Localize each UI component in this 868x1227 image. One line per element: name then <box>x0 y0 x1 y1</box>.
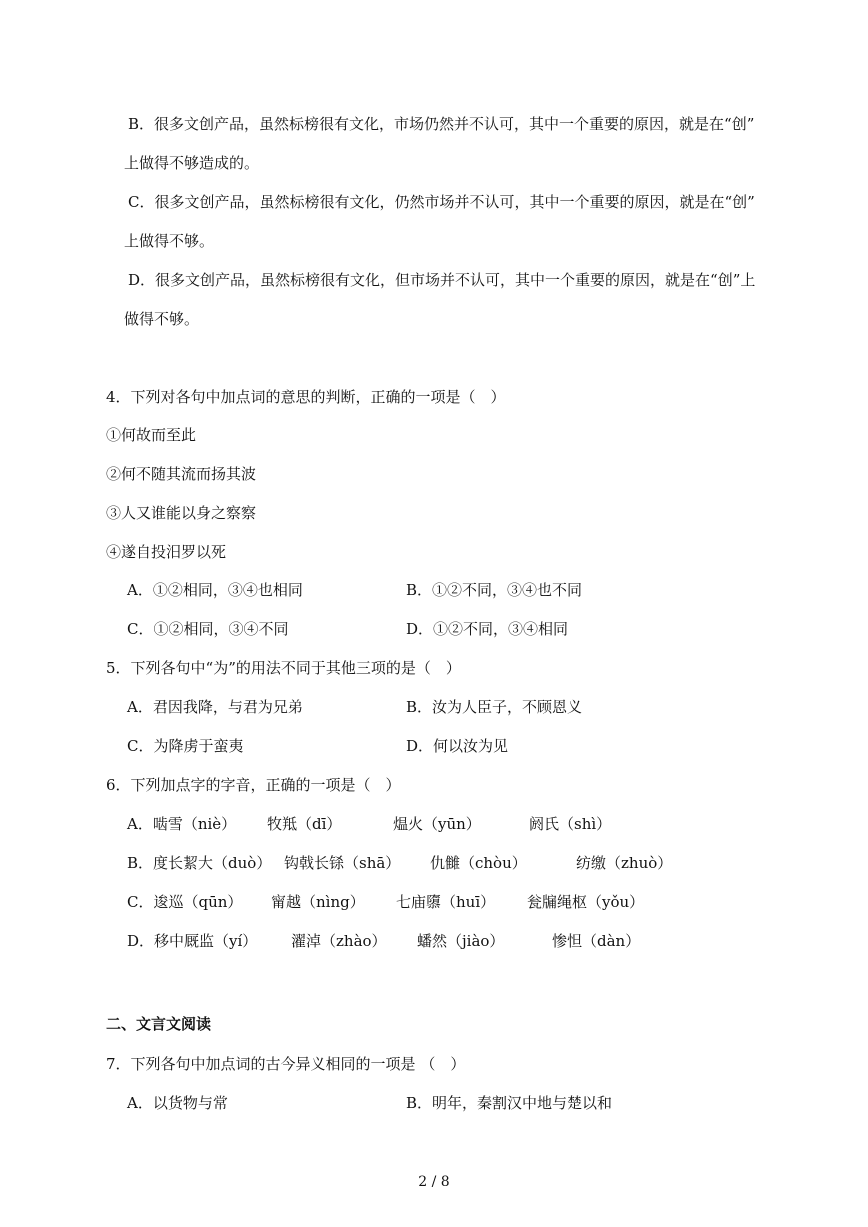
q5-stem: 5．下列各句中“为”的用法不同于其他三项的是（ ） <box>106 659 461 677</box>
q6-b-item-4: 纺缴（zhuò） <box>576 854 673 872</box>
q4-option-b: B．①②不同，③④也不同 <box>406 581 583 599</box>
q3-option-d-line1: D．很多文创产品，虽然标榜很有文化，但市场并不认可，其中一个重要的原因，就是在“创”上 <box>128 271 756 289</box>
q4-option-d: D．①②不同，③④相同 <box>406 620 569 638</box>
q6-d-item-3: 蟠然（jiào） <box>417 932 505 950</box>
q7-stem: 7．下列各句中加点词的古今异义相同的一项是 （ ） <box>106 1055 466 1073</box>
q6-stem: 6．下列加点字的字音，正确的一项是（ ） <box>106 776 401 794</box>
q4-option-a: A．①②相同，③④也相同 <box>127 581 303 599</box>
q6-b-item-1: B．度长絜大（duò） <box>127 854 272 872</box>
q4-item-4: ④遂自投汨罗以死 <box>106 543 227 561</box>
q6-c-item-3: 七庙隳（huī） <box>396 893 496 911</box>
q7-option-b: B．明年，秦割汉中地与楚以和 <box>406 1094 613 1112</box>
q6-a-item-3: 煴火（yūn） <box>393 815 481 833</box>
q7-option-a: A．以货物与常 <box>127 1094 228 1112</box>
q4-item-2: ②何不随其流而扬其波 <box>106 465 257 483</box>
q3-option-b-line1: B．很多文创产品，虽然标榜很有文化，市场仍然并不认可，其中一个重要的原因，就是在“创” <box>128 115 755 133</box>
q6-b-item-2: 钩戟长铩（shā） <box>284 854 401 872</box>
q4-item-1: ①何故而至此 <box>106 426 197 444</box>
q3-option-b-line2: 上做得不够造成的。 <box>124 154 260 172</box>
q6-b-item-3: 仇雠（chòu） <box>430 854 527 872</box>
q4-stem: 4．下列对各句中加点词的意思的判断，正确的一项是（ ） <box>106 388 506 406</box>
q3-option-d-line2: 做得不够。 <box>124 310 200 328</box>
q5-option-b: B．汝为人臣子，不顾恩义 <box>406 698 583 716</box>
q6-a-item-2: 牧羝（dī） <box>267 815 342 833</box>
page-number: 2 / 8 <box>418 1174 450 1190</box>
q6-c-item-2: 甯越（nìng） <box>271 893 365 911</box>
q6-c-item-1: C．逡巡（qūn） <box>127 893 243 911</box>
q3-option-c-line1: C．很多文创产品，虽然标榜很有文化，仍然市场并不认可，其中一个重要的原因，就是在“创” <box>128 193 755 211</box>
q6-a-item-4: 阏氏（shì） <box>529 815 612 833</box>
q3-option-c-line2: 上做得不够。 <box>124 232 215 250</box>
q6-d-item-4: 惨怛（dàn） <box>552 932 641 950</box>
q6-d-item-2: 濯淖（zhào） <box>291 932 387 950</box>
q6-a-item-1: A．啮雪（niè） <box>127 815 237 833</box>
q5-option-a: A．君因我降，与君为兄弟 <box>127 698 303 716</box>
q5-option-d: D．何以汝为见 <box>406 737 509 755</box>
q4-item-3: ③人又谁能以身之察察 <box>106 504 257 522</box>
q4-option-c: C．①②相同，③④不同 <box>127 620 289 638</box>
section-heading: 二、文言文阅读 <box>106 1015 212 1033</box>
q5-option-c: C．为降虏于蛮夷 <box>127 737 244 755</box>
q6-d-item-1: D．移中厩监（yí） <box>127 932 258 950</box>
q6-c-item-4: 瓮牖绳枢（yǒu） <box>527 893 645 911</box>
